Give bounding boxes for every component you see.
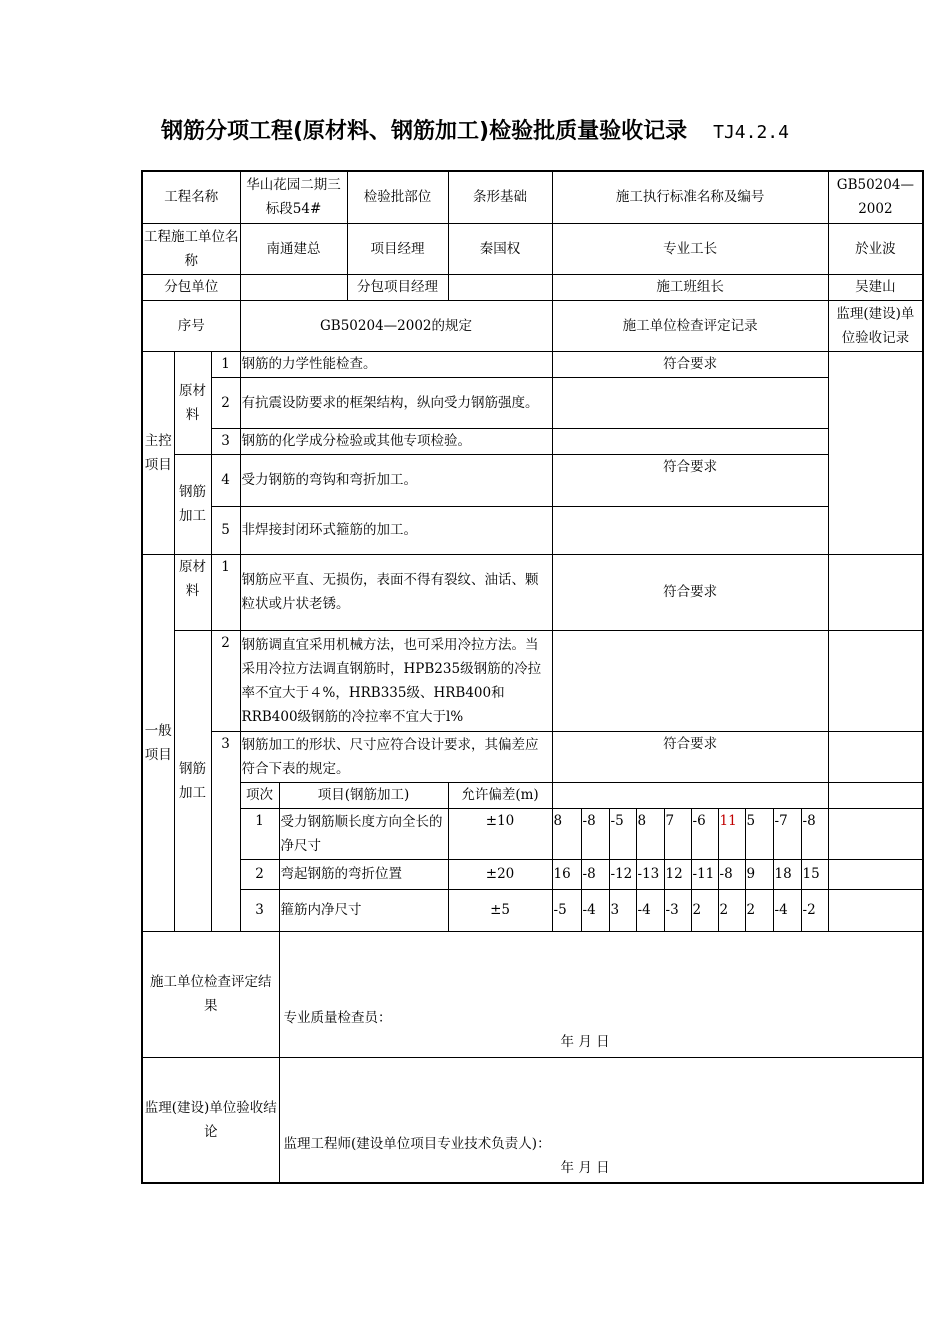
spec-column-header: GB50204—2002的规定 bbox=[240, 300, 552, 351]
dev-value-cell: 5 bbox=[745, 808, 773, 859]
supervising-engineer-signature-label: 监理工程师(建设单位项目专业技术负责人)： bbox=[283, 1135, 551, 1152]
main-item-no: 2 bbox=[211, 377, 240, 428]
dev-col-tol-header: 允许偏差(m) bbox=[448, 782, 552, 808]
dev-value-cell: 2 bbox=[691, 889, 718, 931]
main-item-result: 符合要求 bbox=[552, 454, 828, 506]
inspection-part-value: 条形基础 bbox=[448, 171, 552, 223]
project-manager-value: 秦国权 bbox=[448, 223, 552, 274]
standard-label: 施工执行标准名称及编号 bbox=[552, 171, 828, 223]
main-item-text: 非焊接封闭环式箍筋的加工。 bbox=[240, 506, 552, 554]
dev-value-cell: 12 bbox=[664, 859, 691, 889]
dev-col-item-header: 项目(钢筋加工) bbox=[279, 782, 448, 808]
foreman-label: 专业工长 bbox=[552, 223, 828, 274]
main-item-result: 符合要求 bbox=[552, 351, 828, 377]
dev-row-no: 2 bbox=[240, 859, 279, 889]
document-title-row bbox=[0, 114, 950, 145]
team-leader-label: 施工班组长 bbox=[552, 274, 828, 300]
general-supervision-record bbox=[828, 630, 923, 731]
general-supervision-record bbox=[828, 731, 923, 782]
foreman-value: 於业波 bbox=[828, 223, 923, 274]
dev-value-cell: -6 bbox=[691, 808, 718, 859]
main-item-result bbox=[552, 428, 828, 454]
dev-value-cell: -2 bbox=[801, 889, 828, 931]
main-item-no: 3 bbox=[211, 428, 240, 454]
dev-value-cell: -4 bbox=[773, 889, 801, 931]
dev-value-cell: -4 bbox=[636, 889, 664, 931]
general-item-text: 钢筋应平直、无损伤，表面不得有裂纹、油话、颗粒状或片状老锈。 bbox=[240, 554, 552, 630]
main-raw-material-group: 原材料 bbox=[174, 351, 211, 454]
dev-value-cell: -12 bbox=[609, 859, 636, 889]
main-control-label: 主控项目 bbox=[142, 351, 174, 554]
general-supervision-record bbox=[828, 554, 923, 630]
construction-result-area bbox=[279, 931, 923, 1057]
supervision-check-header: 监理(建设)单位验收记录 bbox=[828, 300, 923, 351]
dev-supervision-cell bbox=[828, 782, 923, 808]
main-item-no: 5 bbox=[211, 506, 240, 554]
dev-measured-header bbox=[552, 782, 828, 808]
subcontractor-label: 分包单位 bbox=[142, 274, 240, 300]
main-item-result bbox=[552, 377, 828, 428]
construction-date: 年 月 日 bbox=[560, 1034, 610, 1050]
dev-supervision-cell bbox=[828, 808, 923, 859]
inspection-form bbox=[141, 170, 924, 1184]
inspection-part-label: 检验批部位 bbox=[347, 171, 448, 223]
dev-value-cell: 18 bbox=[773, 859, 801, 889]
dev-value-cell: 2 bbox=[745, 889, 773, 931]
sub-pm-label: 分包项目经理 bbox=[347, 274, 448, 300]
form-code: TJ4.2.4 bbox=[713, 122, 789, 143]
dev-value-cell: -8 bbox=[801, 808, 828, 859]
construction-check-header: 施工单位检查评定记录 bbox=[552, 300, 828, 351]
dev-row-item: 受力钢筋顺长度方向全长的净尺寸 bbox=[279, 808, 448, 859]
project-name-value: 华山花园二期三标段54# bbox=[240, 171, 347, 223]
dev-value-cell: -3 bbox=[664, 889, 691, 931]
quality-inspector-signature-label: 专业质量检查员： bbox=[283, 1010, 392, 1026]
dev-value-cell: -5 bbox=[552, 889, 581, 931]
dev-value-cell-highlighted: 11 bbox=[718, 808, 745, 859]
dev-row-no: 1 bbox=[240, 808, 279, 859]
dev-value-cell: 16 bbox=[552, 859, 581, 889]
dev-value-cell: 7 bbox=[664, 808, 691, 859]
supervision-date: 年 月 日 bbox=[560, 1159, 610, 1176]
project-name-label: 工程名称 bbox=[142, 171, 240, 223]
general-raw-material-group: 原材料 bbox=[174, 554, 211, 630]
main-item-text: 受力钢筋的弯钩和弯折加工。 bbox=[240, 454, 552, 506]
standard-value: GB50204—2002 bbox=[828, 171, 923, 223]
seq-column-header: 序号 bbox=[142, 300, 240, 351]
dev-value-cell: -7 bbox=[773, 808, 801, 859]
team-leader-value: 吴建山 bbox=[828, 274, 923, 300]
dev-value-cell: -8 bbox=[718, 859, 745, 889]
general-label: 一般项目 bbox=[142, 554, 174, 931]
main-processing-group: 钢筋加工 bbox=[174, 454, 211, 554]
general-item-result: 符合要求 bbox=[552, 731, 828, 782]
dev-row-tolerance: ±5 bbox=[448, 889, 552, 931]
general-item-result: 符合要求 bbox=[552, 554, 828, 630]
main-item-no: 4 bbox=[211, 454, 240, 506]
dev-supervision-cell bbox=[828, 889, 923, 931]
dev-value-cell: -8 bbox=[581, 808, 609, 859]
dev-value-cell: 3 bbox=[609, 889, 636, 931]
general-item-result bbox=[552, 630, 828, 731]
supervision-conclusion-area bbox=[279, 1057, 923, 1183]
dev-value-cell: 8 bbox=[636, 808, 664, 859]
supervision-conclusion-label: 监理(建设)单位验收结论 bbox=[142, 1057, 279, 1183]
dev-row-tolerance: ±20 bbox=[448, 859, 552, 889]
subcontractor-value bbox=[240, 274, 347, 300]
main-item-no: 1 bbox=[211, 351, 240, 377]
dev-row-no: 3 bbox=[240, 889, 279, 931]
general-item-no: 2 bbox=[211, 630, 240, 731]
dev-value-cell: -13 bbox=[636, 859, 664, 889]
dev-row-item: 箍筋内净尺寸 bbox=[279, 889, 448, 931]
dev-value-cell: -4 bbox=[581, 889, 609, 931]
project-manager-label: 项目经理 bbox=[347, 223, 448, 274]
general-processing-group: 钢筋加工 bbox=[174, 630, 211, 931]
dev-value-cell: -8 bbox=[581, 859, 609, 889]
dev-value-cell: 9 bbox=[745, 859, 773, 889]
sub-pm-value bbox=[448, 274, 552, 300]
dev-value-cell: 8 bbox=[552, 808, 581, 859]
general-item-no: 1 bbox=[211, 554, 240, 630]
dev-value-cell: -5 bbox=[609, 808, 636, 859]
main-item-text: 有抗震设防要求的框架结构，纵向受力钢筋强度。 bbox=[240, 377, 552, 428]
general-item-no: 3 bbox=[211, 731, 240, 931]
contractor-label: 工程施工单位名称 bbox=[142, 223, 240, 274]
general-item-text: 钢筋加工的形状、尺寸应符合设计要求，其偏差应符合下表的规定。 bbox=[240, 731, 552, 782]
construction-result-label: 施工单位检查评定结果 bbox=[142, 931, 279, 1057]
dev-col-no-header: 项次 bbox=[240, 782, 279, 808]
main-supervision-record bbox=[828, 351, 923, 554]
main-item-text: 钢筋的化学成分检验或其他专项检验。 bbox=[240, 428, 552, 454]
main-item-text: 钢筋的力学性能检查。 bbox=[240, 351, 552, 377]
document-title: 钢筋分项工程(原材料、钢筋加工)检验批质量验收记录 bbox=[161, 119, 688, 144]
dev-value-cell: 2 bbox=[718, 889, 745, 931]
contractor-value: 南通建总 bbox=[240, 223, 347, 274]
main-item-result bbox=[552, 506, 828, 554]
general-item-text: 钢筋调直宜采用机械方法，也可采用冷拉方法。当采用冷拉方法调直钢筋时，HPB235级钢筋的冷拉率不宜大于４%，HRB335级、HRB400和RRB400级钢筋的冷拉率不宜大于l% bbox=[240, 630, 552, 731]
dev-value-cell: 15 bbox=[801, 859, 828, 889]
dev-value-cell: -11 bbox=[691, 859, 718, 889]
dev-row-tolerance: ±10 bbox=[448, 808, 552, 859]
dev-supervision-cell bbox=[828, 859, 923, 889]
dev-row-item: 弯起钢筋的弯折位置 bbox=[279, 859, 448, 889]
